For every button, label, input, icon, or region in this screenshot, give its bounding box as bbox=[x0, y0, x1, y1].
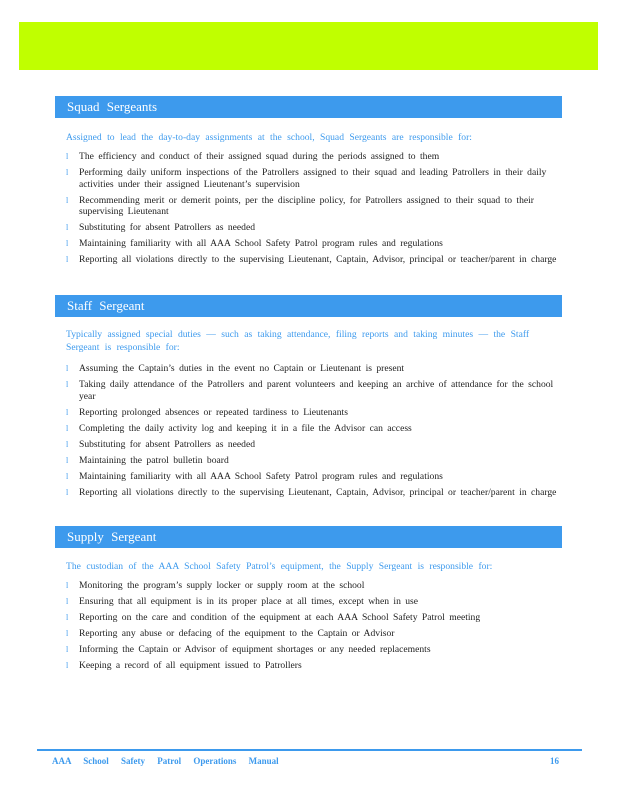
bullet-icon: l bbox=[66, 661, 69, 670]
footer-title: AAA School Safety Patrol Operations Manual bbox=[52, 756, 279, 766]
bullet-icon: l bbox=[66, 581, 69, 590]
bullet-icon: l bbox=[66, 487, 69, 497]
list-item: l Reporting any abuse or defacing of the equipment to the Captain or Advisor bbox=[66, 628, 395, 639]
list-item: l Substituting for absent Patrollers as needed bbox=[66, 438, 255, 450]
list-item: l Ensuring that all equipment is in its proper place at all times, except when in use bbox=[66, 596, 419, 607]
list-supply-sergeant bbox=[66, 580, 558, 676]
bullet-icon: l bbox=[66, 380, 69, 389]
bullet-icon: l bbox=[66, 168, 69, 177]
list-item: l Reporting all violations directly to the supervising Lieutenant, Captain, Advisor, principal or teacher/parent in charge bbox=[66, 486, 557, 498]
section-intro-staff-sergeant: Typically assigned special duties — such as taking attendance, filing reports and taking minutes — the Staff Sergeant is responsible for: bbox=[66, 329, 530, 353]
list-item: l Reporting on the care and condition of the equipment at each AAA School Safety Patrol meeting bbox=[66, 612, 481, 623]
list-item: l Performing daily uniform inspections of the Patrollers assigned to their squad and leading Patrollers in their daily activities under their assigned Lieutenant’s supervision bbox=[66, 167, 547, 190]
bullet-icon: l bbox=[66, 407, 69, 417]
bullet-icon: l bbox=[66, 439, 69, 449]
list-item: l Taking daily attendance of the Patrollers and parent volunteers and keeping an archive of attendance for the school year bbox=[66, 379, 554, 402]
footer-divider bbox=[37, 749, 582, 751]
list-item: l Substituting for absent Patrollers as needed bbox=[66, 222, 255, 233]
list-item: l Recommending merit or demerit points, per the discipline policy, for Patrollers assigned to their squad to their supervising Lieutenant bbox=[66, 194, 535, 217]
bullet-icon: l bbox=[66, 239, 69, 248]
list-item: l The efficiency and conduct of their assigned squad during the periods assigned to them bbox=[66, 151, 440, 162]
bullet-icon: l bbox=[66, 629, 69, 638]
list-item: l Maintaining familiarity with all AAA School Safety Patrol program rules and regulations bbox=[66, 238, 443, 249]
section-intro-supply-sergeant: The custodian of the AAA School Safety Patrol’s equipment, the Supply Sergeant is responsible for: bbox=[66, 561, 493, 572]
top-color-band bbox=[19, 22, 598, 70]
list-item: l Maintaining familiarity with all AAA School Safety Patrol program rules and regulations bbox=[66, 470, 443, 482]
bullet-icon: l bbox=[66, 364, 69, 373]
page-number: 16 bbox=[550, 756, 559, 766]
bullet-icon: l bbox=[66, 645, 69, 654]
list-squad-sergeants bbox=[66, 151, 558, 270]
section-intro-squad-sergeants: Assigned to lead the day-to-day assignments at the school, Squad Sergeants are responsible for: bbox=[66, 132, 472, 143]
bullet-icon: l bbox=[66, 613, 69, 622]
bullet-icon: l bbox=[66, 471, 69, 481]
bullet-icon: l bbox=[66, 423, 69, 433]
bullet-icon: l bbox=[66, 223, 69, 232]
list-item: l Reporting all violations directly to the supervising Lieutenant, Captain, Advisor, principal or teacher/parent in charge bbox=[66, 254, 557, 265]
section-header-staff-sergeant: Staff Sergeant bbox=[55, 295, 562, 317]
bullet-icon: l bbox=[66, 255, 69, 264]
list-item: l Completing the daily activity log and keeping it in a file the Advisor can access bbox=[66, 422, 412, 434]
section-header-squad-sergeants: Squad Sergeants bbox=[55, 96, 562, 118]
list-item: l Assuming the Captain’s duties in the event no Captain or Lieutenant is present bbox=[66, 363, 405, 374]
list-item: l Informing the Captain or Advisor of equipment shortages or any needed replacements bbox=[66, 644, 431, 655]
list-staff-sergeant bbox=[66, 363, 558, 503]
list-item: l Maintaining the patrol bulletin board bbox=[66, 454, 229, 466]
list-item: l Monitoring the program’s supply locker or supply room at the school bbox=[66, 580, 365, 591]
bullet-icon: l bbox=[66, 597, 69, 606]
section-header-supply-sergeant: Supply Sergeant bbox=[55, 526, 562, 548]
bullet-icon: l bbox=[66, 195, 69, 205]
list-item: l Keeping a record of all equipment issued to Patrollers bbox=[66, 660, 302, 671]
bullet-icon: l bbox=[66, 152, 69, 161]
bullet-icon: l bbox=[66, 455, 69, 465]
list-item: l Reporting prolonged absences or repeated tardiness to Lieutenants bbox=[66, 406, 348, 418]
